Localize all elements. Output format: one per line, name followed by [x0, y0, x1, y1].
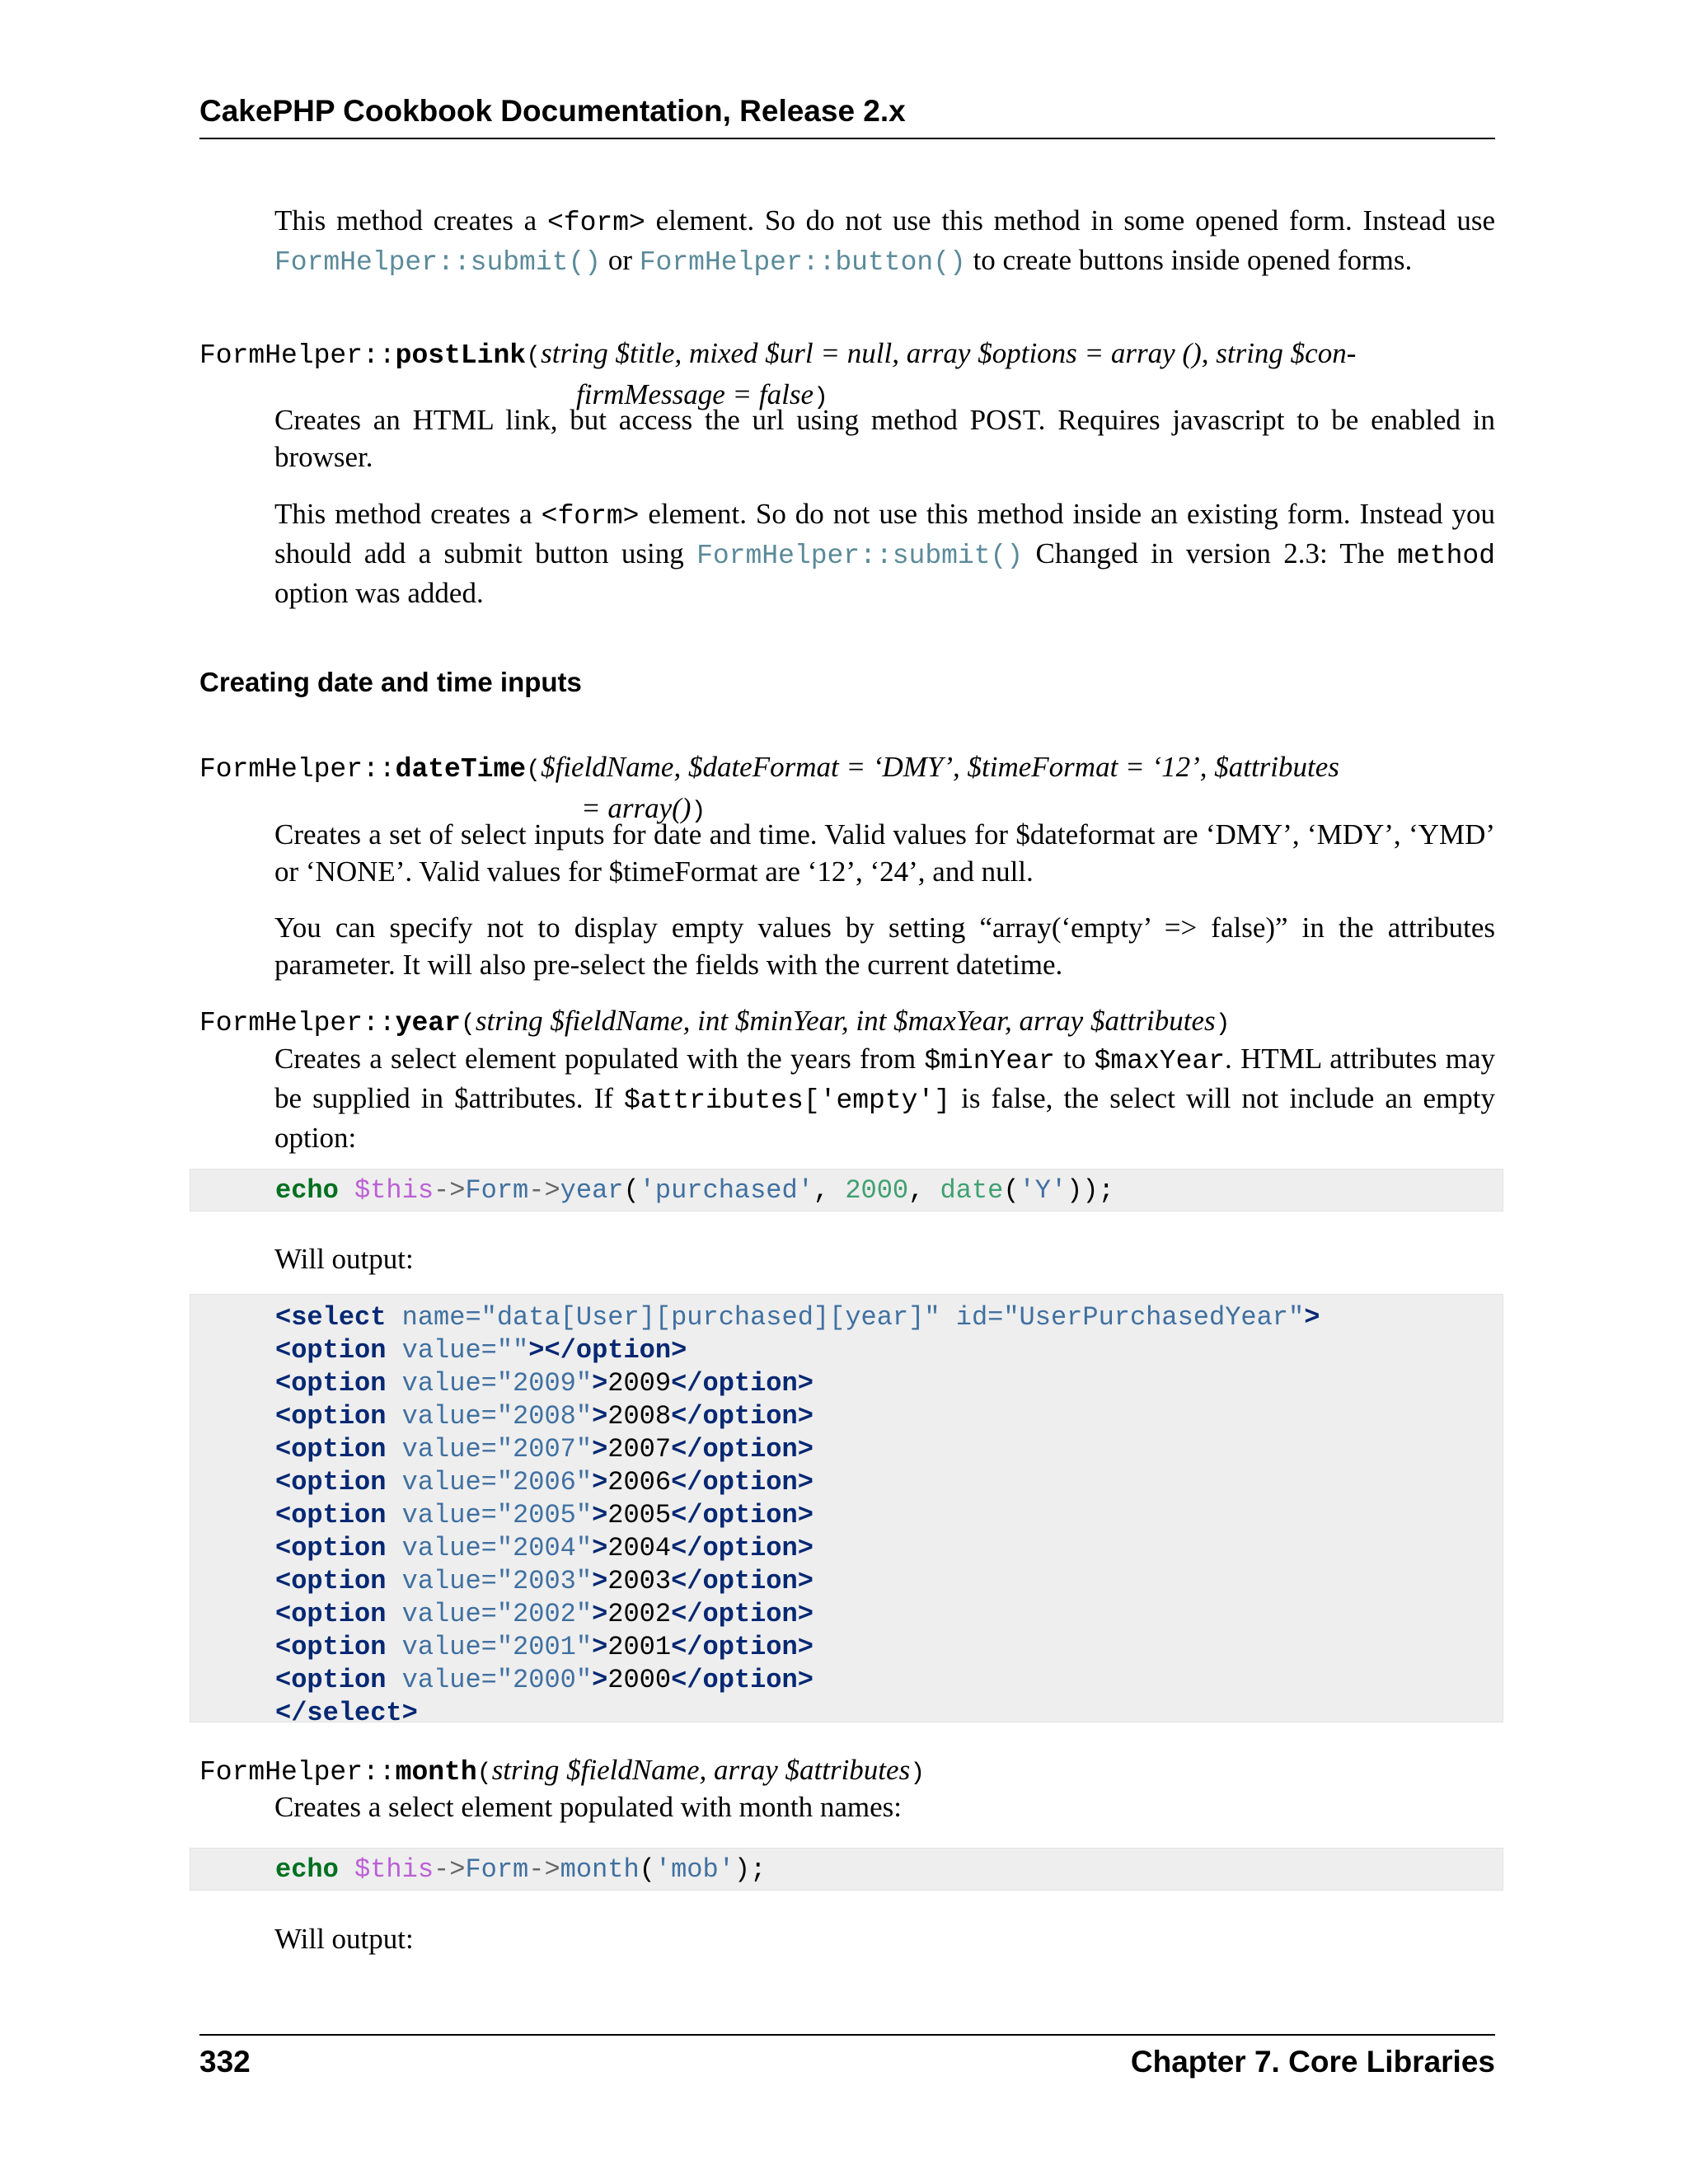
code-text: 2008 [607, 1401, 672, 1432]
link-formhelper-button[interactable]: FormHelper::button() [639, 247, 966, 278]
code-line [275, 1565, 1503, 1598]
code-line [275, 1301, 1503, 1334]
code-attr: value= [386, 1467, 497, 1497]
code-line [275, 1631, 1503, 1664]
code-line [275, 1532, 1503, 1565]
code-attr-value: "2008" [496, 1401, 593, 1432]
code-tag: > [592, 1368, 608, 1399]
page-number: 332 [199, 2045, 251, 2079]
code-attr: value= [386, 1632, 497, 1662]
link-formhelper-submit[interactable]: FormHelper::submit() [696, 541, 1024, 571]
code-attr-value: "2007" [496, 1434, 593, 1465]
code-line [275, 1466, 1503, 1499]
code-tag: </option> [671, 1566, 814, 1596]
signature-class: FormHelper:: [199, 754, 396, 785]
signature-class: FormHelper:: [199, 1757, 396, 1788]
code-attr: value= [386, 1401, 497, 1432]
code-attr-value: "UserPurchasedYear" [1003, 1302, 1305, 1333]
postlink-note: This method creates a <form> element. So do not use this method inside an existing form. Instead you should add a submit button using FormHelper::submit() Changed in version 2.3: The method option was added. [274, 498, 1495, 609]
code-attr: id= [940, 1302, 1004, 1333]
code-tag: </option> [671, 1467, 814, 1497]
code-attr-value: "2006" [496, 1467, 593, 1497]
datetime-description-2: You can specify not to display empty values by setting “array(‘empty’ => false)” in the attributes parameter. It will also pre-select the fields with the current datetime. [274, 912, 1495, 981]
code-tag: > [528, 1335, 545, 1366]
inline-code: method [1397, 541, 1495, 571]
code-tag: <option [275, 1335, 387, 1366]
signature-function: year [395, 1008, 461, 1038]
code-attr-value: "2005" [496, 1500, 593, 1530]
code-line [275, 1367, 1503, 1400]
code-attr: value= [386, 1566, 497, 1596]
code-tag: </option> [671, 1401, 814, 1432]
signature-function: month [395, 1757, 477, 1788]
code-tag: <option [275, 1467, 387, 1497]
signature-postlink: FormHelper::postLink(string $title, mixed $url = null, array $options = array (), string $con- firmMessage = false) [199, 337, 1357, 412]
signature-class: FormHelper:: [199, 1008, 396, 1038]
code-attr-value: "2000" [496, 1665, 593, 1695]
code-attr: value= [386, 1335, 497, 1366]
code-line [275, 1499, 1503, 1532]
code-attr-value: "2004" [496, 1533, 593, 1563]
code-tag: <option [275, 1533, 387, 1563]
code-tag: <option [275, 1368, 387, 1399]
code-text: 2004 [607, 1533, 672, 1563]
code-text: 2005 [607, 1500, 672, 1530]
code-line [275, 1400, 1503, 1433]
code-tag: </option> [671, 1368, 814, 1399]
link-formhelper-submit[interactable]: FormHelper::submit() [274, 247, 602, 278]
code-tag: </option> [671, 1533, 814, 1563]
inline-code: $minYear [924, 1046, 1055, 1076]
code-tag: <select [275, 1302, 387, 1333]
code-line [275, 1697, 1503, 1730]
code-attr-value: "2009" [496, 1368, 593, 1399]
code-tag: <option [275, 1665, 387, 1695]
signature-year: FormHelper::year(string $fieldName, int $minYear, int $maxYear, array $attributes) [199, 1005, 1231, 1038]
running-footer [199, 2034, 1495, 2080]
chapter-title: Chapter 7. Core Libraries [1130, 2045, 1495, 2079]
code-line [275, 1433, 1503, 1466]
will-output-label: Will output: [274, 1923, 414, 1955]
code-tag: > [592, 1434, 608, 1465]
code-tag: > [1304, 1302, 1320, 1333]
signature-class: FormHelper:: [199, 340, 396, 371]
code-block-year-output [190, 1294, 1503, 1728]
code-tag: > [592, 1533, 608, 1563]
signature-args: $fieldName, $dateFormat = ‘DMY’, $timeFormat = ‘12’, $attributes [541, 751, 1339, 783]
code-block-month-example: echo $this->Form->month('mob'); [190, 1848, 1503, 1891]
code-tag: > [592, 1401, 608, 1432]
code-tag: > [592, 1599, 608, 1629]
code-text: 2006 [607, 1467, 672, 1497]
code-tag: > [592, 1632, 608, 1662]
code-text: 2009 [607, 1368, 672, 1399]
code-tag: <option [275, 1401, 387, 1432]
signature-args: string $fieldName, int $minYear, int $maxYear, array $attributes [475, 1005, 1216, 1037]
signature-datetime: FormHelper::dateTime($fieldName, $dateFormat = ‘DMY’, $timeFormat = ‘12’, $attributes = array()) [199, 751, 1339, 826]
code-attr: value= [386, 1500, 497, 1530]
code-tag: > [592, 1467, 608, 1497]
code-tag: </option> [671, 1500, 814, 1530]
code-text: 2003 [607, 1566, 672, 1596]
code-tag: > [592, 1566, 608, 1596]
code-tag: </option> [544, 1335, 687, 1366]
month-description: Creates a select element populated with month names: [274, 1791, 903, 1823]
running-header [199, 93, 1495, 139]
code-attr-value: "" [496, 1335, 529, 1366]
code-tag: <option [275, 1434, 387, 1465]
section-heading: Creating date and time inputs [199, 667, 582, 697]
header-title: CakePHP Cookbook Documentation, Release 2.x [199, 94, 906, 128]
code-tag: <option [275, 1599, 387, 1629]
datetime-description: Creates a set of select inputs for date and time. Valid values for $dateformat are ‘DMY’, ‘MDY’, ‘YMD’ or ‘NONE’. Valid values for $timeFormat are ‘12’, ‘24’, and null. [274, 818, 1495, 888]
code-attr: name= [386, 1302, 481, 1333]
paragraph-form-note: This method creates a <form> element. So do not use this method in some opened form. Instead use FormHelper::submit() or FormHelper::button() to create buttons inside opened forms. [274, 204, 1495, 278]
will-output-label: Will output: [274, 1243, 414, 1275]
code-attr-value: "data[User][purchased][year]" [481, 1302, 940, 1333]
code-attr-value: "2001" [496, 1632, 593, 1662]
code-attr: value= [386, 1599, 497, 1629]
inline-code: $attributes['empty'] [624, 1085, 951, 1116]
code-line [275, 1664, 1503, 1697]
signature-function: postLink [395, 340, 527, 371]
code-text: 2001 [607, 1632, 672, 1662]
code-attr: value= [386, 1368, 497, 1399]
code-text: 2000 [607, 1665, 672, 1695]
code-line [275, 1334, 1503, 1367]
code-tag: </select> [275, 1698, 418, 1728]
code-block-year-example: echo $this->Form->year('purchased', 2000, date('Y')); [190, 1169, 1503, 1212]
code-attr: value= [386, 1665, 497, 1695]
code-attr-value: "2003" [496, 1566, 593, 1596]
code-text: 2007 [607, 1434, 672, 1465]
signature-args: string $fieldName, array $attributes [491, 1754, 911, 1786]
code-tag: > [592, 1500, 608, 1530]
inline-code: <form> [546, 208, 645, 238]
code-tag: > [592, 1665, 608, 1695]
code-tag: </option> [671, 1632, 814, 1662]
signature-args: string $title, mixed $url = null, array $options = array (), string $con- [541, 337, 1357, 369]
year-description: Creates a select element populated with the years from $minYear to $maxYear. HTML attributes may be supplied in $attributes. If $attributes['empty'] is false, the select will not include an empty option: [274, 1043, 1495, 1154]
postlink-description: Creates an HTML link, but access the url using method POST. Requires javascript to be enabled in browser. [274, 404, 1495, 473]
code-tag: <option [275, 1632, 387, 1662]
signature-month: FormHelper::month(string $fieldName, array $attributes) [199, 1754, 926, 1788]
code-tag: </option> [671, 1434, 814, 1465]
code-tag: <option [275, 1566, 387, 1596]
inline-code: <form> [541, 501, 640, 532]
inline-code: $maxYear [1094, 1046, 1226, 1076]
code-text: 2002 [607, 1599, 672, 1629]
code-tag: </option> [671, 1599, 814, 1629]
code-tag: </option> [671, 1665, 814, 1695]
code-attr: value= [386, 1533, 497, 1563]
code-line [275, 1598, 1503, 1631]
signature-function: dateTime [395, 754, 527, 785]
code-attr: value= [386, 1434, 497, 1465]
code-tag: <option [275, 1500, 387, 1530]
code-attr-value: "2002" [496, 1599, 593, 1629]
